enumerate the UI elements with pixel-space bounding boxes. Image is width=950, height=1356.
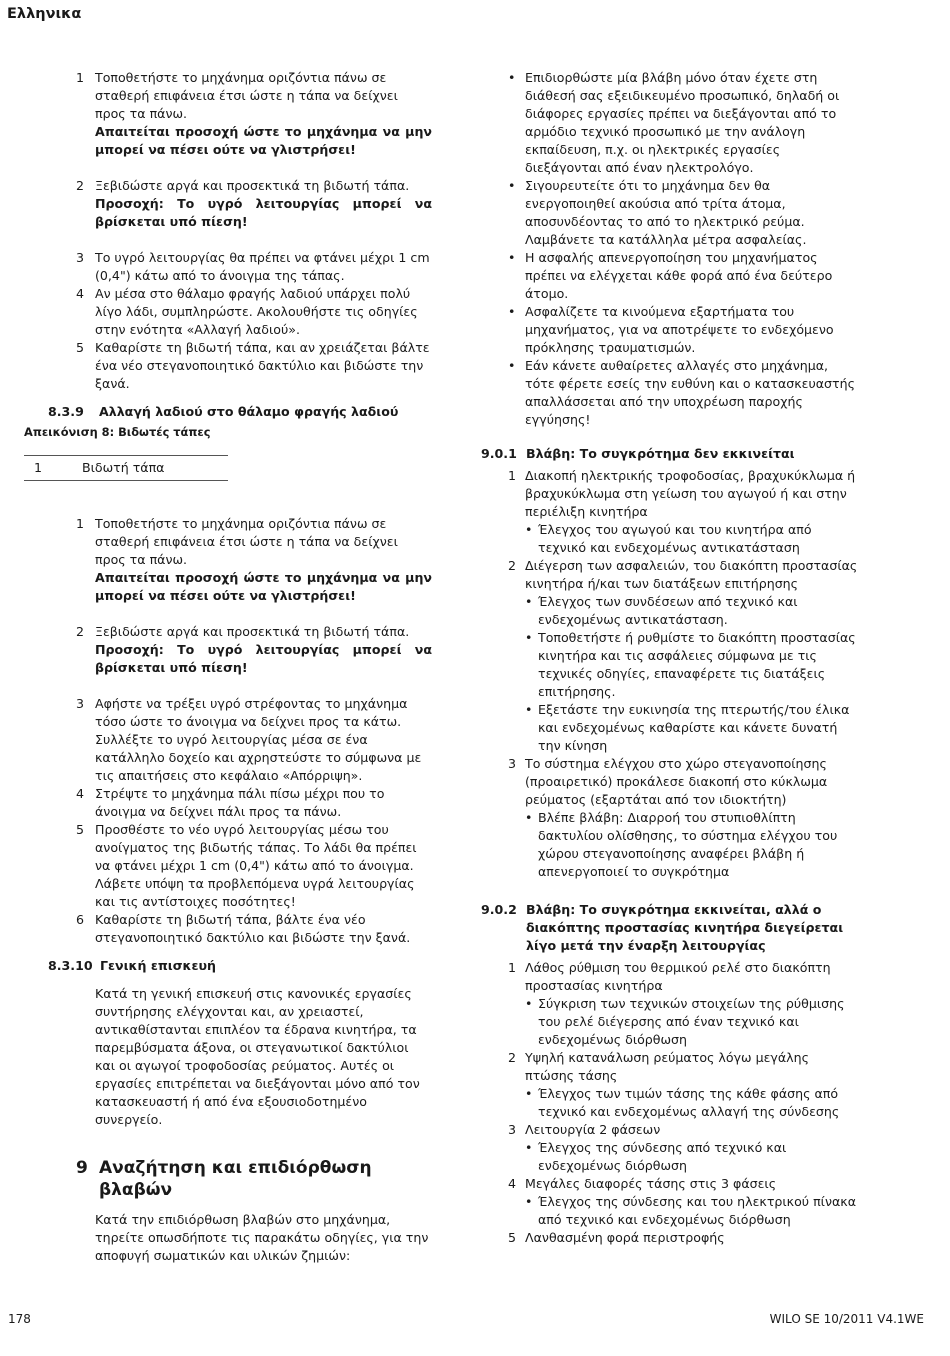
step-item <box>76 285 432 339</box>
language-header: Ελληνικα <box>7 6 82 22</box>
right-column <box>481 69 860 1247</box>
fault-number: 2 <box>508 558 517 573</box>
legend-number: 1 <box>34 460 43 475</box>
bullet-text: Επιδιορθώστε μία βλάβη μόνο όταν έχετε στη διάθεσή σας εξειδικευμένο προσωπικό, δηλαδή οι διάφορες εργασίες πρέπει να διεξάγονται από το αρμόδιο τεχνικό προσωπικό με την ανάλογη εκπαίδευση, π.χ. οι ηλεκτρικές εργασίες διεξάγονται από έναν ηλεκτρολόγο. <box>525 70 840 175</box>
remedy-text: Βλέπε βλάβη: Διαρροή του στυπιοθλίπτη δακτυλίου ολίσθησης, το σύστημα ελέγχου του χώρου στεγανοποίησης αναφέρει βλάβη ή απενεργοποιεί το συγκρότημα <box>538 810 838 879</box>
step-text: Τοποθετήστε το μηχάνημα οριζόντια πάνω σε σταθερή επιφάνεια έτσι ώστε η τάπα να δείχνει προς τα πάνω. <box>95 70 398 121</box>
step-item <box>76 339 432 393</box>
section-heading-9-0-2 <box>481 901 860 955</box>
fault-number: 5 <box>508 1230 517 1245</box>
general-repair-text: Κατά τη γενική επισκευή στις κανονικές εργασίες συντήρησης ελέγχονται και, αν χρειαστεί, αντικαθίστανται επιπλέον τα έδρανα κινητήρα, τα παρεμβύσματα άξονα, οι στεγανωτικοί δακτύλιοι και οι αγωγοί τροφοδοσίας ρεύματος. Αυτές οι εργασίες επιτρέπεται να διεξάγονται μόνο από τον κατασκευαστή ή από ένα εξουσιοδοτημένο συνεργείο. <box>95 986 420 1127</box>
section-title: Βλάβη: Το συγκρότημα δεν εκκινείται <box>526 446 795 461</box>
bullet-item <box>508 177 860 249</box>
fault-number: 3 <box>508 1122 517 1137</box>
remedy-text: Έλεγχος της σύνδεσης από τεχνικό και ενδεχομένως διόρθωση <box>538 1140 787 1173</box>
step-text: Καθαρίστε τη βιδωτή τάπα, βάλτε ένα νέο στεγανοποιητικό δακτύλιο και βιδώστε την ξανά. <box>95 912 411 945</box>
remedy-text: Έλεγχος της σύνδεσης και του ηλεκτρικού πίνακα από τεχνικό και ενδεχομένως διόρθωση <box>538 1194 857 1227</box>
step-body <box>95 177 432 231</box>
step-body <box>95 515 432 605</box>
chapter-title: Αναζήτηση και επιδιόρθωση βλαβών <box>99 1158 372 1200</box>
bullet-text: Σιγουρευτείτε ότι το μηχάνημα δεν θα ενεργοποιηθεί ακούσια από τρίτα άτομα, αποσυνδέοντας το από το ηλεκτρικό ρεύμα. Λαμβάνετε τα κατάλληλα μέτρα ασφαλείας. <box>525 178 807 247</box>
fault-number: 3 <box>508 756 517 771</box>
remedy-item <box>525 995 860 1049</box>
fault-number: 1 <box>508 960 517 975</box>
remedy-dot: • <box>525 522 533 537</box>
step-number: 2 <box>76 178 85 193</box>
fault-item <box>508 755 860 881</box>
section-number: 8.3.10 <box>48 958 93 973</box>
step-body <box>95 623 432 677</box>
chapter-number: 9 <box>76 1158 88 1178</box>
fault-cause: Διακοπή ηλεκτρικής τροφοδοσίας, βραχυκύκλωμα ή βραχυκύκλωμα στη γείωση του αγωγού ή και στην περιέλιξη κινητήρα <box>525 468 856 519</box>
fault-number: 4 <box>508 1176 517 1191</box>
step-text: Αν μέσα στο θάλαμο φραγής λαδιού υπάρχει πολύ λίγο λάδι, συμπληρώστε. Ακολουθήστε τις οδηγίες στην ενότητα «Αλλαγή λαδιού». <box>95 286 418 337</box>
step-item <box>76 177 432 231</box>
step-number: 5 <box>76 822 85 837</box>
remedy-item <box>525 629 860 701</box>
bullet-item <box>508 357 860 429</box>
step-text: Ξεβιδώστε αργά και προσεκτικά τη βιδωτή τάπα. <box>95 178 410 193</box>
step-body <box>95 249 432 285</box>
left-column <box>24 69 432 1265</box>
step-body <box>95 911 432 947</box>
step-number: 3 <box>76 250 85 265</box>
spacer <box>76 605 432 623</box>
fault-list-9-0-2 <box>508 959 860 1247</box>
fault-cause: Διέγερση των ασφαλειών, του διακόπτη προστασίας κινητήρα ή/και των διατάξεων επιτήρησης <box>525 558 858 591</box>
remedy-item <box>525 593 860 629</box>
fault-body <box>525 1229 860 1247</box>
step-text: Τοποθετήστε το μηχάνημα οριζόντια πάνω σε σταθερή επιφάνεια έτσι ώστε η τάπα να δείχνει προς τα πάνω. <box>95 516 398 567</box>
section-heading-8-3-10 <box>48 957 432 975</box>
spacer <box>76 159 432 177</box>
remedy-text: Τοποθετήστε ή ρυθμίστε το διακόπτη προστασίας κινητήρα και τις ασφάλειες σύμφωνα με τις τεχνικές οδηγίες, επαναφέρετε τις διατάξεις επιτήρησης. <box>538 630 856 699</box>
bullet-item <box>508 69 860 177</box>
section-number: 9.0.2 <box>481 902 517 917</box>
step-number: 5 <box>76 340 85 355</box>
step-item <box>76 911 432 947</box>
step-item <box>76 249 432 285</box>
step-text: Στρέψτε το μηχάνημα πάλι πίσω μέχρι που το άνοιγμα να δείχνει πάλι προς τα πάνω. <box>95 786 385 819</box>
remedy-text: Έλεγχος του αγωγού και του κινητήρα από τεχνικό και ενδεχομένως αντικατάσταση <box>538 522 812 555</box>
remedy-dot: • <box>525 1140 533 1155</box>
remedy-item <box>525 521 860 557</box>
step-number: 6 <box>76 912 85 927</box>
bullet-dot: • <box>508 70 516 85</box>
fault-body <box>525 557 860 755</box>
fault-item <box>508 467 860 557</box>
step-number: 4 <box>76 786 85 801</box>
legend-label: Βιδωτή τάπα <box>82 460 165 475</box>
fault-body <box>525 1121 860 1175</box>
oil-check-steps <box>76 69 432 393</box>
document-id: WILO SE 10/2011 V4.1WE <box>769 1312 924 1326</box>
remedy-dot: • <box>525 702 533 717</box>
section-heading-8-3-9 <box>48 403 432 421</box>
step-warning: Απαιτείται προσοχή ώστε το μηχάνημα να μην μπορεί να πέσει ούτε να γλιστρήσει! <box>95 570 432 603</box>
bullet-dot: • <box>508 250 516 265</box>
section-title: Βλάβη: Το συγκρότημα εκκινείται, αλλά ο διακόπτης προστασίας κινητήρα διεγείρεται λίγο μετά την έναρξη λειτουργίας <box>526 902 844 953</box>
fault-body <box>525 959 860 1049</box>
section-title: Γενική επισκευή <box>100 958 216 973</box>
section-number: 8.3.9 <box>48 404 84 419</box>
fault-body <box>525 1049 860 1121</box>
bullet-text: Η ασφαλής απενεργοποίηση του μηχανήματος πρέπει να ελέγχεται κάθε φορά από ένα δεύτερο άτομο. <box>525 250 833 301</box>
step-item <box>76 515 432 605</box>
step-text: Καθαρίστε τη βιδωτή τάπα, και αν χρειάζεται βάλτε ένα νέο στεγανοποιητικό δακτύλιο και βιδώστε την ξανά. <box>95 340 430 391</box>
step-body <box>95 69 432 159</box>
step-text: Το υγρό λειτουργίας θα πρέπει να φτάνει μέχρι 1 cm (0,4") κάτω από το άνοιγμα της τάπας. <box>95 250 430 283</box>
remedy-item <box>525 809 860 881</box>
spacer <box>76 677 432 695</box>
bullet-dot: • <box>508 358 516 373</box>
fault-body <box>525 755 860 881</box>
remedy-item <box>525 1193 860 1229</box>
oil-change-steps <box>76 515 432 947</box>
step-number: 1 <box>76 516 85 531</box>
bullet-dot: • <box>508 304 516 319</box>
page-number: 178 <box>8 1312 31 1326</box>
fault-cause: Λανθασμένη φορά περιστροφής <box>525 1230 725 1245</box>
fault-item <box>508 1229 860 1247</box>
step-item <box>76 821 432 911</box>
section-heading-9-0-1 <box>481 445 860 463</box>
step-warning: Προσοχή: Το υγρό λειτουργίας μπορεί να βρίσκεται υπό πίεση! <box>95 642 432 675</box>
step-item <box>76 695 432 785</box>
fault-item <box>508 1049 860 1121</box>
step-number: 4 <box>76 286 85 301</box>
step-text: Ξεβιδώστε αργά και προσεκτικά τη βιδωτή τάπα. <box>95 624 410 639</box>
fault-list-9-0-1 <box>508 467 860 881</box>
bullet-text: Εάν κάνετε αυθαίρετες αλλαγές στο μηχάνημα, τότε φέρετε εσείς την ευθύνη και ο κατασκευαστής απαλλάσσεται από την υποχρέωση παροχής εγγύησης! <box>525 358 855 427</box>
fault-number: 2 <box>508 1050 517 1065</box>
fault-body <box>525 1175 860 1229</box>
fault-item <box>508 1121 860 1175</box>
step-body <box>95 785 432 821</box>
step-warning: Απαιτείται προσοχή ώστε το μηχάνημα να μην μπορεί να πέσει ούτε να γλιστρήσει! <box>95 124 432 157</box>
step-body <box>95 339 432 393</box>
remedy-dot: • <box>525 996 533 1011</box>
remedy-text: Έλεγχος των τιμών τάσης της κάθε φάσης από τεχνικό και ενδεχομένως αλλαγή της σύνδεσης <box>538 1086 840 1119</box>
step-warning: Προσοχή: Το υγρό λειτουργίας μπορεί να βρίσκεται υπό πίεση! <box>95 196 432 229</box>
remedy-dot: • <box>525 1194 533 1209</box>
remedy-dot: • <box>525 630 533 645</box>
section-number: 9.0.1 <box>481 446 517 461</box>
step-item <box>76 623 432 677</box>
remedy-dot: • <box>525 1086 533 1101</box>
fault-item <box>508 959 860 1049</box>
fault-item <box>508 557 860 755</box>
bullet-dot: • <box>508 178 516 193</box>
spacer <box>76 231 432 249</box>
step-number: 3 <box>76 696 85 711</box>
figure-caption: Απεικόνιση 8: Βιδωτές τάπες <box>24 425 211 439</box>
step-body <box>95 695 432 785</box>
step-body <box>95 285 432 339</box>
remedy-dot: • <box>525 594 533 609</box>
safety-bullets <box>508 69 860 429</box>
remedy-dot: • <box>525 810 533 825</box>
remedy-item <box>525 1139 860 1175</box>
step-text: Προσθέστε το νέο υγρό λειτουργίας μέσω του ανοίγματος της βιδωτής τάπας. Το λάδι θα πρέπει να φτάνει μέχρι 1 cm (0,4") κάτω από το άνοιγμα. Λάβετε υπόψη τα προβλεπόμενα υγρά λειτουργίας και τις αντίστοιχες ποσότητες! <box>95 822 417 909</box>
step-body <box>95 821 432 911</box>
bullet-item <box>508 303 860 357</box>
step-item <box>76 69 432 159</box>
fault-item <box>508 1175 860 1229</box>
step-number: 2 <box>76 624 85 639</box>
bullet-item <box>508 249 860 303</box>
figure-legend <box>24 455 228 481</box>
remedy-item <box>525 701 860 755</box>
chapter-heading-9 <box>76 1157 432 1201</box>
fault-cause: Λειτουργία 2 φάσεων <box>525 1122 661 1137</box>
step-item <box>76 785 432 821</box>
fault-cause: Το σύστημα ελέγχου στο χώρο στεγανοποίησης (προαιρετικό) προκάλεσε διακοπή στο κύκλωμα ρεύματος (εξαρτάται από τον ιδιοκτήτη) <box>525 756 828 807</box>
remedy-text: Εξετάστε την ευκινησία της πτερωτής/του έλικα και ενδεχομένως καθαρίστε και κάνετε δυνατή την κίνηση <box>538 702 850 753</box>
chapter-intro-text: Κατά την επιδιόρθωση βλαβών στο μηχάνημα, τηρείτε οπωσδήποτε τις παρακάτω οδηγίες, για την αποφυγή σωματικών και υλικών ζημιών: <box>95 1212 429 1263</box>
remedy-text: Έλεγχος των συνδέσεων από τεχνικό και ενδεχομένως αντικατάσταση. <box>538 594 798 627</box>
fault-cause: Λάθος ρύθμιση του θερμικού ρελέ στο διακόπτη προστασίας κινητήρα <box>525 960 831 993</box>
remedy-item <box>525 1085 860 1121</box>
remedy-text: Σύγκριση των τεχνικών στοιχείων της ρύθμισης του ρελέ διέγερσης από έναν τεχνικό και ενδεχομένως διόρθωση <box>538 996 845 1047</box>
step-number: 1 <box>76 70 85 85</box>
step-text: Αφήστε να τρέξει υγρό στρέφοντας το μηχάνημα τόσο ώστε το άνοιγμα να δείχνει προς τα κάτω. Συλλέξτε το υγρό λειτουργίας μέσα σε ένα κατάλληλο δοχείο και αχρηστεύστε το σύμφωνα με τις απαιτήσεις στο κεφάλαιο «Απόρριψη». <box>95 696 422 783</box>
bullet-text: Ασφαλίζετε τα κινούμενα εξαρτήματα του μηχανήματος, για να αποτρέψετε το ενδεχόμενο πρόκλησης τραυματισμών. <box>525 304 834 355</box>
fault-number: 1 <box>508 468 517 483</box>
section-title: Αλλαγή λαδιού στο θάλαμο φραγής λαδιού <box>99 404 399 419</box>
fault-body <box>525 467 860 557</box>
fault-cause: Υψηλή κατανάλωση ρεύματος λόγω μεγάλης πτώσης τάσης <box>525 1050 809 1083</box>
fault-cause: Μεγάλες διαφορές τάσης στις 3 φάσεις <box>525 1176 777 1191</box>
